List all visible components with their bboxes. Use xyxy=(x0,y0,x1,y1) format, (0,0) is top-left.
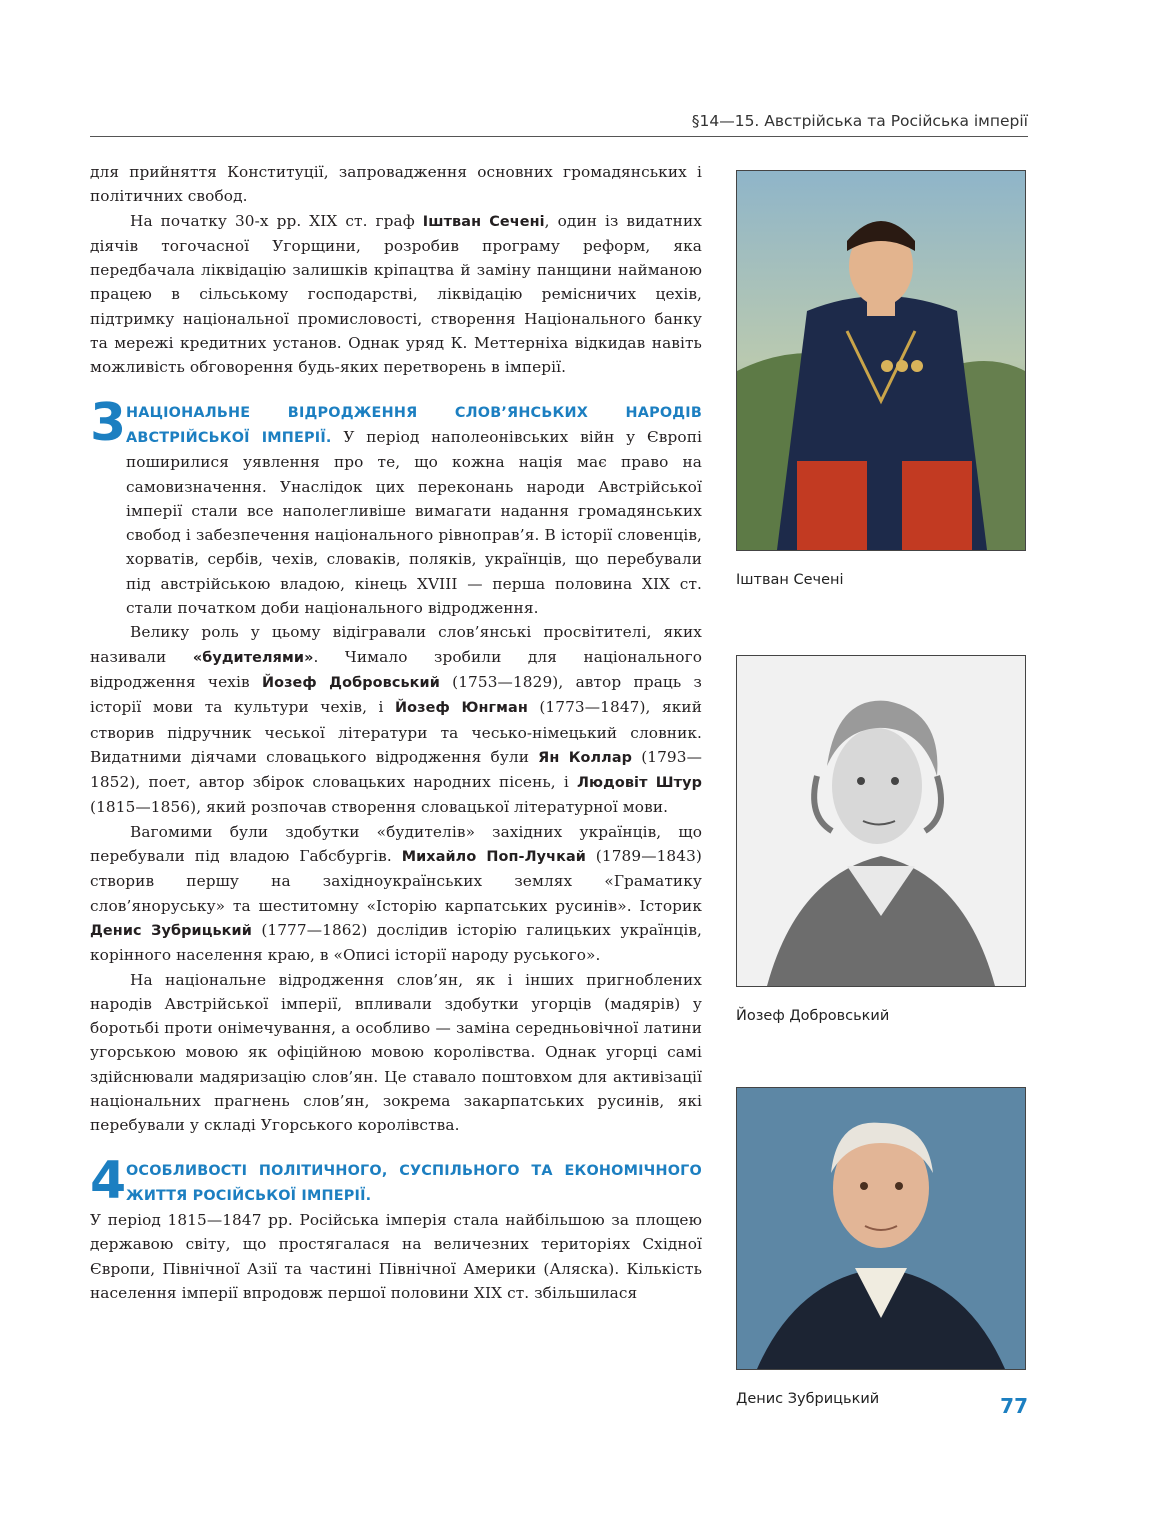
figure-szechenyi xyxy=(736,170,1026,589)
figure-dobrovsky xyxy=(736,655,1026,1025)
paragraph: для прийняття Конституції, запровадження основних громадянських і політичних свобод. xyxy=(90,163,702,206)
section-number: 4 xyxy=(90,1150,127,1211)
paragraph: Вагомими були здобутки «будителів» західних українців, що перебували під владою Габсбургів. Михайло Поп-Лучкай (1789—1843) створив першу на західноукраїнських землях «Граматику слов’яноруську» та шеститомну «Історію карпатських русинів». Історик Денис Зубрицький (1777—1862) дослідив історію галицьких українців, корінного населення краю, в «Описі історії народу руського». xyxy=(90,822,702,965)
figure-caption: Денис Зубрицький xyxy=(736,1391,880,1407)
portrait-image xyxy=(736,655,1026,987)
running-head: §14—15. Австрійська та Російська імперії xyxy=(90,110,1028,137)
person-name: Іштван Сечені xyxy=(422,213,545,230)
main-column xyxy=(90,160,702,1305)
section-number: 3 xyxy=(90,392,127,453)
portrait-image xyxy=(736,170,1026,551)
section-4 xyxy=(90,1150,702,1211)
paragraph: Велику роль у цьому відігравали слов’янські просвітителі, яких називали «будителями». Чимало зробили для національного відродження чехів Йозеф Добровський (1753—1829), автор праць з історії мови та культури чехів, і Йозеф Юнгман (1773—1847), який створив підручник чеської літератури та чесько-німецький словник. Видатними діячами словацького відродження були Ян Коллар (1793—1852), поет, автор збірок словацьких народних пісень, і Людовіт Штур (1815—1856), який розпочав створення словацької літературної мови. xyxy=(90,623,703,817)
figure-zubrytsky xyxy=(736,1087,1026,1408)
page-number: 77 xyxy=(1000,1394,1028,1418)
section-3 xyxy=(90,392,703,621)
paragraph: На національне відродження слов’ян, як і інших пригноблених народів Австрійської імперії, впливали здобутки угорців (мадярів) у боротьбі проти онімечування, а особливо — заміна середньовічної латини угорською мовою як офіційною мовою королівства. Однак угорці самі здійснювали мадяризацію слов’ян. Це ставало поштовхом для активізації національних прагнень слов’ян, зокрема закарпатських русинів, які перебували у складі Угорського королівства. xyxy=(90,970,702,1135)
section-paragraph xyxy=(126,1158,702,1209)
section-paragraph: НАЦІОНАЛЬНЕ ВІДРОДЖЕННЯ СЛОВ’ЯНСЬКИХ НАРОДІВ АВСТРІЙСЬКОЇ ІМПЕРІЇ. У період наполеонівських війн у Європі поширилися уявлення про те, що кожна нація має право на самовизначення. Унаслідок цих переконань народи Австрійської імперії стали все наполегливіше вимагати надання громадянських свобод і забезпечення національного рівноправ’я. В історії словенців, хорватів, сербів, чехів, словаків, поляків, українців, що перебували під австрійською владою, кінець XVIII — перша половина XIX ст. стали початком доби національного відродження. xyxy=(126,404,703,618)
figure-caption: Йозеф Добровський xyxy=(736,1008,890,1024)
section-heading: ОСОБЛИВОСТІ ПОЛІТИЧНОГО, СУСПІЛЬНОГО ТА ЕКОНОМІЧНОГО ЖИТТЯ РОСІЙСЬКОЇ ІМПЕРІЇ. xyxy=(126,1162,702,1204)
section-heading: НАЦІОНАЛЬНЕ ВІДРОДЖЕННЯ СЛОВ’ЯНСЬКИХ НАРОДІВ АВСТРІЙСЬКОЇ ІМПЕРІЇ. xyxy=(126,404,702,446)
portrait-image xyxy=(736,1087,1026,1370)
paragraph: У період 1815—1847 рр. Російська імперія стала найбільшою за площею державою світу, що простягалася на величезних територіях Східної Європи, Північної Азії та частині Північної Америки (Аляска). Кількість населення імперії впродовж першої половини XIX ст. збільшилася xyxy=(90,1211,702,1303)
paragraph: На початку 30-х рр. XIX ст. граф Іштван Сечені, один із видатних діячів тогочасної Угорщини, розробив програму реформ, яка передбачала ліквідацію залишків кріпацтва й заміну панщини найманою працею в сільському господарстві, ліквідацію ремісничих цехів, підтримку національної промисловості, створення Національного банку та мережі кредитних установ. Однак уряд К. Меттерніха відкидав навіть можливість обговорення будь-яких перетворень в імперії. xyxy=(90,211,702,377)
figure-caption: Іштван Сечені xyxy=(736,572,844,588)
